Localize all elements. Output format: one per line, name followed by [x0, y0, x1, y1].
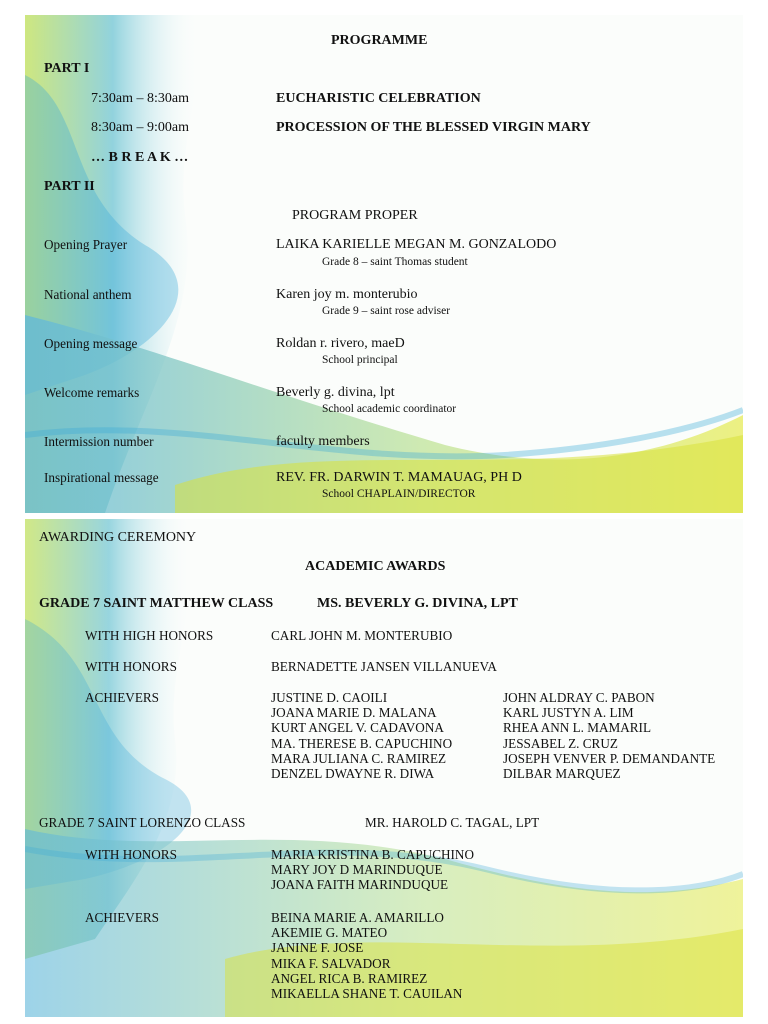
awardee-name: JUSTINE D. CAOILI: [271, 690, 388, 705]
awardee-name: BERNADETTE JANSEN VILLANUEVA: [271, 659, 497, 674]
class-name: GRADE 7 SAINT LORENZO CLASS: [39, 815, 246, 830]
programme-title: PROGRAMME: [331, 33, 428, 48]
program-row-name: Roldan r. rivero, maeD: [276, 336, 405, 351]
part1-heading: PART I: [44, 61, 90, 76]
program-row-label: Inspirational message: [44, 470, 159, 485]
awardee-name: AKEMIE G. MATEO: [271, 925, 388, 941]
awardee-name: JOSEPH VENVER P. DEMANDANTE: [503, 750, 716, 766]
program-row-role: Grade 9 – saint rose adviser: [322, 305, 451, 317]
awardee-name: MARA JULIANA C. RAMIREZ: [271, 750, 447, 766]
program-row-name: Karen joy m. monterubio: [276, 287, 418, 302]
program-row-role: School principal: [322, 354, 398, 366]
award-category-label: ACHIEVERS: [85, 910, 159, 925]
award-category-label: WITH HONORS: [85, 659, 177, 674]
honors-list: [271, 847, 474, 893]
awardee-name: JOANA FAITH MARINDUQUE: [271, 877, 449, 893]
program-proper-heading: PROGRAM PROPER: [292, 208, 418, 223]
achievers-list: [271, 910, 462, 1001]
awardee-name: KURT ANGEL V. CADAVONA: [271, 720, 444, 736]
schedule-event: EUCHARISTIC CELEBRATION: [276, 91, 481, 106]
awardee-name: JESSABEL Z. CRUZ: [503, 735, 618, 751]
awardee-name: DENZEL DWAYNE R. DIWA: [271, 766, 435, 782]
class-name: GRADE 7 SAINT MATTHEW CLASS: [39, 596, 274, 611]
program-row-name: LAIKA KARIELLE MEGAN M. GONZALODO: [276, 237, 557, 252]
awardee-name: KARL JUSTYN A. LIM: [503, 705, 634, 721]
awardee-name: DILBAR MARQUEZ: [503, 766, 621, 782]
award-category-label: ACHIEVERS: [85, 690, 159, 705]
program-row-label: Opening Prayer: [44, 237, 128, 252]
awards-panel: [25, 519, 743, 1017]
awarding-ceremony-heading: AWARDING CEREMONY: [39, 530, 197, 545]
program-row-label: Intermission number: [44, 434, 154, 449]
awardee-name: ANGEL RICA B. RAMIREZ: [271, 970, 428, 986]
awardee-name: MIKA F. SALVADOR: [271, 955, 391, 971]
awardee-name: JOHN ALDRAY C. PABON: [503, 690, 655, 705]
awardee-name: MIKAELLA SHANE T. CAUILAN: [271, 986, 463, 1002]
program-row-role: School CHAPLAIN/DIRECTOR: [322, 488, 476, 500]
awardee-name: MARIA KRISTINA B. CAPUCHINO: [271, 847, 474, 862]
academic-awards-title: ACADEMIC AWARDS: [305, 559, 446, 574]
program-row-label: National anthem: [44, 287, 132, 302]
programme-panel: [25, 15, 743, 513]
awardee-name: CARL JOHN M. MONTERUBIO: [271, 628, 453, 643]
award-category-label: WITH HONORS: [85, 847, 177, 862]
program-row-name: faculty members: [276, 434, 370, 449]
awardee-name: JANINE F. JOSE: [271, 940, 364, 956]
achievers-list: [503, 690, 715, 781]
schedule-time: 8:30am – 9:00am: [91, 120, 189, 135]
class-adviser: MR. HAROLD C. TAGAL, LPT: [365, 815, 540, 830]
awardee-name: MARY JOY D MARINDUQUE: [271, 862, 443, 878]
program-row-role: Grade 8 – saint Thomas student: [322, 256, 468, 268]
program-row-label: Opening message: [44, 336, 138, 351]
class-adviser: MS. BEVERLY G. DIVINA, LPT: [317, 596, 518, 611]
schedule-event: PROCESSION OF THE BLESSED VIRGIN MARY: [276, 120, 591, 135]
achievers-list: [271, 690, 452, 781]
program-row-name: REV. FR. DARWIN T. MAMAUAG, PH D: [276, 470, 522, 485]
award-category-label: WITH HIGH HONORS: [85, 628, 214, 643]
awardee-name: BEINA MARIE A. AMARILLO: [271, 910, 444, 925]
program-row-name: Beverly g. divina, lpt: [276, 385, 395, 400]
awardee-name: JOANA MARIE D. MALANA: [271, 705, 437, 721]
awardee-name: MA. THERESE B. CAPUCHINO: [271, 735, 453, 751]
part2-heading: PART II: [44, 179, 95, 194]
program-row-label: Welcome remarks: [44, 385, 140, 400]
break-label: … B R E A K …: [91, 150, 189, 165]
program-row-role: School academic coordinator: [322, 403, 457, 415]
schedule-time: 7:30am – 8:30am: [91, 91, 189, 106]
awardee-name: RHEA ANN L. MAMARIL: [503, 720, 651, 736]
